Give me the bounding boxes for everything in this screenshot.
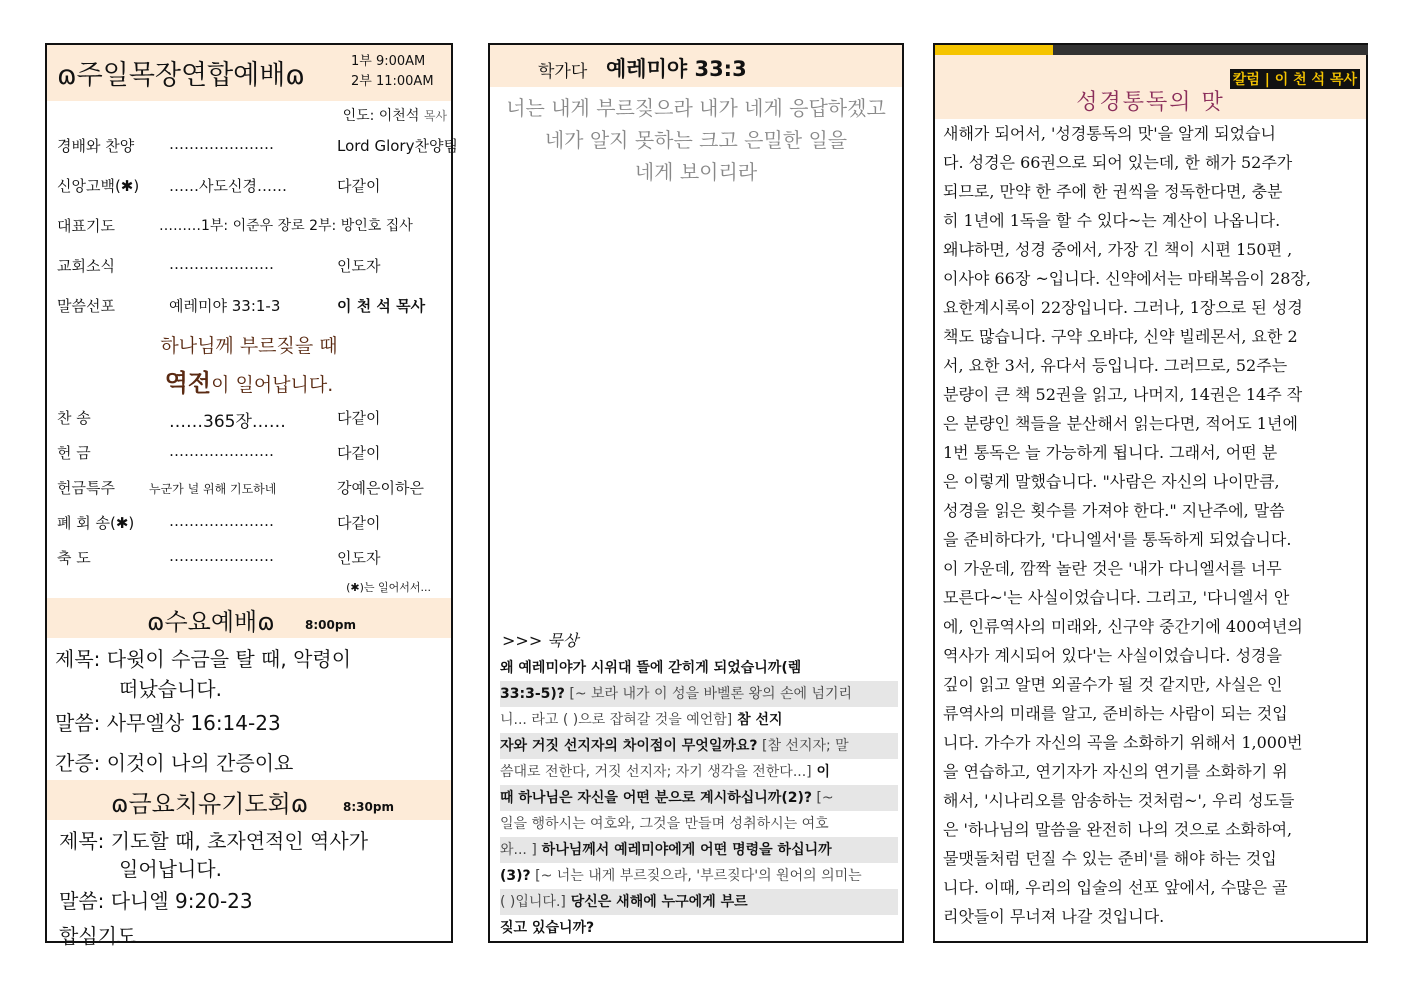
accent-bar-yellow: [935, 45, 1053, 55]
sunday-header: [47, 45, 451, 101]
leader-role: 목사: [423, 109, 447, 123]
sunday-time-2: 2부 11:00AM: [351, 74, 434, 89]
column-line: 성경을 읽은 횟수를 가져야 한다." 지난주에, 말씀: [943, 501, 1285, 520]
hint-text: ( )입니다.]: [500, 894, 566, 910]
column-line: 을 준비하다가, '다니엘서'를 통독하게 되었습니다.: [943, 530, 1292, 549]
wednesday-subject-label: 제목:: [55, 647, 101, 671]
order-who: 다같이: [337, 177, 381, 195]
friday-word: 말씀: 다니엘 9:20-23: [59, 889, 253, 913]
meditation-questions: [500, 655, 898, 941]
wednesday-subject-text: 다윗이 수금을 탈 때, 악령이: [106, 647, 352, 671]
worship-order-panel: [45, 43, 458, 948]
column-line: 류역사의 미래를 알고, 준비하는 사람이 되는 것입: [943, 704, 1288, 723]
question-text: 왜 예레미야가 시위대 뜰에 갇히게 되었습니까(렘: [500, 660, 802, 676]
order-row: [57, 215, 449, 239]
meditation-line: [500, 915, 898, 941]
memory-verse: [490, 92, 902, 188]
hint-text: [~ 보라 내가 이 성을 바벨론 왕의 손에 넘기리: [564, 686, 853, 702]
order-item: 신앙고백(✱): [57, 177, 140, 195]
friday-header: [47, 780, 451, 820]
order-row: [57, 512, 449, 536]
column-line: 모른다~'는 사실이었습니다. 그리고, '다니엘서 안: [943, 588, 1290, 607]
friday-subject-text: 기도할 때, 초자연적인 역사가: [110, 829, 369, 853]
question-text: (3)?: [500, 868, 531, 884]
meditation-line: [500, 759, 898, 785]
leader-name: 이천석: [378, 108, 420, 124]
wednesday-subject: [55, 643, 351, 672]
standing-note: (✱)는 일어서서...: [346, 581, 431, 594]
question-text: 하나님께서 예레미야에게 어떤 명령을 하십니까: [536, 842, 832, 858]
leader-label: 인도:: [342, 108, 375, 124]
special-song: 누군가 널 위해 기도하네: [149, 482, 277, 496]
meditation-label: >>> 묵상: [502, 631, 579, 650]
order-row: [57, 295, 449, 319]
column-line: 리앗들이 무너져 나갈 것입니다.: [943, 907, 1165, 926]
order-who: 강예은이하은: [337, 479, 424, 497]
order-who: 인도자: [337, 257, 381, 275]
meditation-line: [500, 681, 898, 707]
accent-bar-dark: [1053, 45, 1368, 55]
question-text: 당신은 새해에 누구에게 부르: [565, 894, 748, 910]
wednesday-header: [47, 598, 451, 638]
column-line: 을 연습하고, 연기자가 자신의 연기를 소화하기 위: [943, 762, 1288, 781]
order-item: 헌 금: [57, 444, 91, 462]
question-text: 짖고 있습니까?: [500, 920, 595, 936]
column-header: [935, 55, 1366, 119]
column-line: 에, 인류역사의 미래와, 신구약 중간기에 400여년의: [943, 617, 1303, 636]
sunday-time-1: 1부 9:00AM: [351, 54, 426, 69]
sermon-ref: 예레미야 33:1-3: [169, 297, 281, 315]
memory-header: [490, 45, 902, 87]
question-text: 때 하나님은 자신을 어떤 분으로 계시하십니까(2)?: [500, 790, 812, 806]
sermon-title-1: 하나님께 부르짖을 때: [160, 335, 338, 357]
column-line: 이사야 66장 ~입니다. 신약에서는 마태복음이 28장,: [943, 269, 1311, 288]
column-line: 서, 요한 3서, 유다서 등입니다. 그러므로, 52주는: [943, 356, 1288, 375]
order-item: 폐 회 송(✱): [57, 514, 135, 532]
column-line: 책도 많습니다. 구약 오바댜, 신약 빌레몬서, 요한 2: [943, 327, 1298, 346]
column-line: 히 1년에 1독을 할 수 있다~는 계산이 나옵니다.: [943, 211, 1281, 230]
column-line: 은 이렇게 말했습니다. "사람은 자신의 나이만큼,: [943, 472, 1280, 491]
hint-text: 씀대로 전한다, 거짓 선지자; 자기 생각을 전한다...]: [500, 764, 812, 780]
order-dots: …………………: [169, 255, 274, 273]
column-line: 분량이 큰 책 52권을 읽고, 나머지, 14권은 14주 작: [943, 385, 1303, 404]
sermon-title-rest: 이 일어납니다.: [211, 374, 334, 396]
column-line: 이 가운데, 깜짝 놀란 것은 '내가 다니엘서를 너무: [943, 559, 1282, 578]
verse-line: 너는 내게 부르짖으라 내가 네게 응답하겠고: [506, 96, 886, 120]
order-dots: …………………: [169, 512, 274, 530]
column-line: 해서, '시나리오를 암송하는 것처럼~', 우리 성도들: [943, 791, 1295, 810]
order-row: [57, 477, 449, 501]
hint-text: [~ 너는 내게 부르짖으라, '부르짖다'의 원어의 의미는: [530, 868, 862, 884]
friday-subject-cont: 일어납니다.: [119, 857, 222, 881]
order-row: [57, 442, 449, 466]
memory-label: 학가다: [538, 62, 588, 82]
column-line: 니다. 가수가 자신의 곡을 소화하기 위해서 1,000번: [943, 733, 1303, 752]
leader-line: [343, 105, 447, 125]
friday-time: 8:30pm: [343, 800, 394, 814]
column-title: 성경통독의 맛: [1076, 90, 1225, 115]
verse-line: 네게 보이리라: [634, 160, 758, 184]
sunday-times: [351, 52, 434, 92]
order-row: [57, 407, 449, 431]
question-text: 33:3-5)?: [500, 686, 565, 702]
order-who: 다같이: [337, 514, 381, 532]
hint-text: [참 선지자; 말: [757, 738, 849, 754]
column-line: 새해가 되어서, '성경통독의 맛'을 알게 되었습니: [943, 124, 1276, 143]
order-dots: ………1부: 이준우 장로 2부: 방인호 집사: [159, 218, 413, 234]
meditation-line: [500, 863, 898, 889]
column-tag: 칼럼 | 이 천 석 목사: [1230, 69, 1360, 89]
wednesday-title: ɷ수요예배ɷ: [147, 608, 275, 636]
hint-text: 일을 행하시는 여호와, 그것을 만들며 성취하시는 여호: [500, 816, 829, 832]
meditation-line: [500, 733, 898, 759]
verse-line: 네가 알지 못하는 크고 은밀한 일을: [544, 128, 848, 152]
wednesday-word: 말씀: 사무엘상 16:14-23: [55, 711, 281, 735]
hint-text: 니... 라고 ( )으로 잡혀갈 것을 예언함]: [500, 712, 733, 728]
hint-text: 와... ]: [500, 842, 537, 858]
column-line: 니다. 이때, 우리의 입술의 선포 앞에서, 수많은 골: [943, 878, 1288, 897]
order-who: 다같이: [337, 409, 381, 427]
wednesday-testimony: 간증: 이것이 나의 간증이요: [55, 751, 294, 775]
sermon-title-2: [47, 363, 451, 398]
question-text: 참 선지: [732, 712, 783, 728]
meditation-line: [500, 889, 898, 915]
column-line: 은 분량인 책들을 분산해서 읽는다면, 적어도 1년에: [943, 414, 1298, 433]
column-line: 깊이 읽고 알면 외골수가 될 것 같지만, 사실은 인: [943, 675, 1283, 694]
order-dots: …………………: [169, 547, 274, 565]
order-dots: …………………: [169, 442, 274, 460]
column-line: 1번 통독은 늘 가능하게 됩니다. 그래서, 어떤 분: [943, 443, 1278, 462]
column-line: 요한계시록이 22장입니다. 그러나, 1장으로 된 성경: [943, 298, 1303, 317]
memory-verse-panel: [488, 43, 904, 943]
order-item: 축 도: [57, 549, 91, 567]
order-dots: ……사도신경……: [169, 177, 287, 195]
column-line: 왜냐하면, 성경 중에서, 가장 긴 책이 시편 150편 ,: [943, 240, 1293, 259]
friday-prayer: 합심기도: [59, 924, 137, 948]
sermon-title-emphasis: 역전: [164, 369, 212, 397]
friday-subject-label: 제목:: [59, 829, 105, 853]
preacher: 이 천 석 목사: [337, 297, 426, 315]
meditation-line: [500, 811, 898, 837]
order-dots: …………………: [169, 135, 274, 153]
meditation-line: [500, 837, 898, 863]
order-who: Lord Glory찬양팀: [337, 137, 458, 155]
column-line: 물맷돌처럼 던질 수 있는 준비'를 해야 하는 것입: [943, 849, 1277, 868]
order-who: 다같이: [337, 444, 381, 462]
column-line: 은 '하나님의 말씀을 완전히 나의 것으로 소화하여,: [943, 820, 1293, 839]
column-line: 되므로, 만약 한 주에 한 권씩을 정독한다면, 충분: [943, 182, 1283, 201]
order-item: 교회소식: [57, 257, 115, 275]
friday-title: ɷ금요치유기도회ɷ: [111, 790, 309, 818]
wednesday-subject-cont: 떠났습니다.: [119, 677, 222, 701]
order-item: 찬 송: [57, 409, 91, 427]
order-item: 말씀선포: [57, 297, 115, 315]
friday-subject: [59, 825, 368, 854]
column-line: 역사가 계시되어 있다'는 사실이었습니다. 성경을: [943, 646, 1282, 665]
order-item: 대표기도: [57, 217, 115, 235]
order-dots: ……365장……: [169, 412, 286, 432]
order-row: [57, 547, 449, 571]
order-row: [57, 135, 458, 159]
meditation-line: [500, 785, 898, 811]
meditation-line: [500, 707, 898, 733]
hint-text: [~: [811, 790, 834, 806]
column-body: [943, 119, 1363, 931]
sunday-title: ɷ주일목장연합예배ɷ: [57, 60, 305, 91]
order-row: [57, 255, 449, 279]
question-text: 자와 거짓 선지자의 차이점이 무엇일까요?: [500, 738, 758, 754]
order-who: 인도자: [337, 549, 381, 567]
column-panel: [933, 43, 1368, 943]
memory-reference: 예레미야 33:3: [606, 57, 747, 81]
column-line: 다. 성경은 66권으로 되어 있는데, 한 해가 52주가: [943, 153, 1293, 172]
order-item: 경배와 찬양: [57, 137, 135, 155]
wednesday-time: 8:00pm: [305, 618, 356, 632]
order-row: [57, 175, 449, 199]
meditation-line: [500, 655, 898, 681]
order-item: 헌금특주: [57, 479, 115, 497]
question-text: 이: [811, 764, 831, 780]
